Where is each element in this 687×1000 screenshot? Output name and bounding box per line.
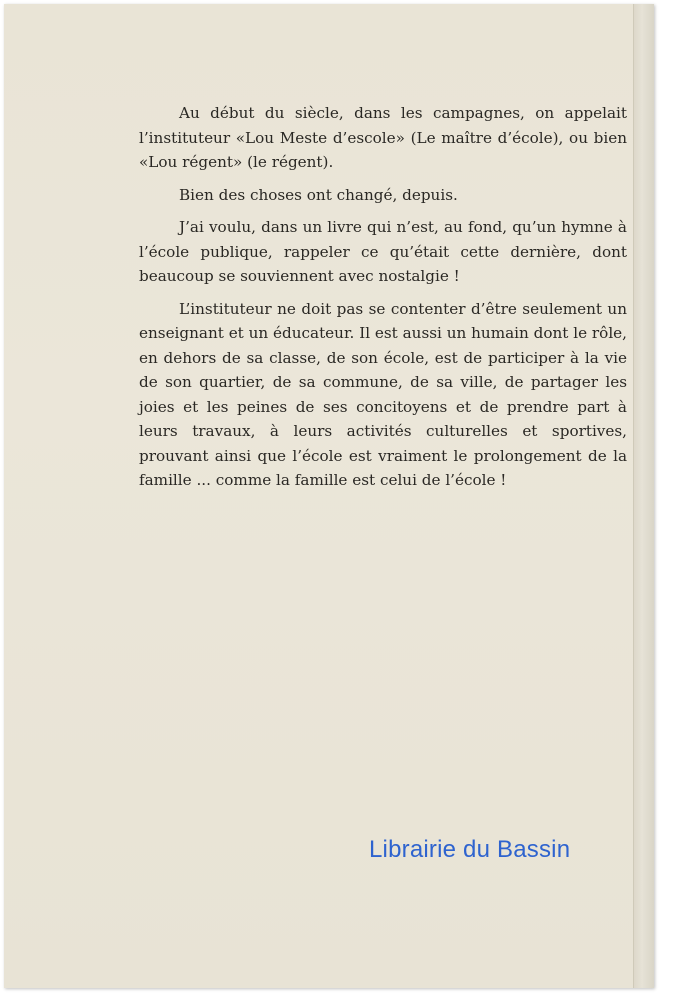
blurb-paragraph-2: Bien des choses ont changé, depuis. [179,185,458,204]
book-spine-edge [633,4,654,988]
blurb-paragraph-3: J’ai voulu, dans un livre qui n’est, au fond, qu’un hymne à l’école publique, rappeler ce qu’était cette dernière, dont beaucoup se souviennent avec nostalgie ! [139,218,627,285]
blurb-paragraph-1: Au début du siècle, dans les campagnes, on appelait l’instituteur «Lou Meste d’escole» (Le maître d’école), ou bien «Lou régent» (le régent). [139,104,627,171]
blurb-text [139,101,627,501]
seller-watermark: Librairie du Bassin [369,836,571,863]
blurb-paragraph-4: L’instituteur ne doit pas se contenter d’être seulement un enseignant et un éducateur. Il est aussi un humain dont le rôle, en dehors de sa classe, de son école, est de participer à la vie de son quartier, de sa commune, de sa ville, de partager les joies et les peines de ses concitoyens et de prendre part à leurs travaux, à leurs activités culturelles et sportives, prouvant ainsi que l’école est vraiment le prolongement de la famille ... comme la famille est celui de l’école ! [139,299,627,489]
